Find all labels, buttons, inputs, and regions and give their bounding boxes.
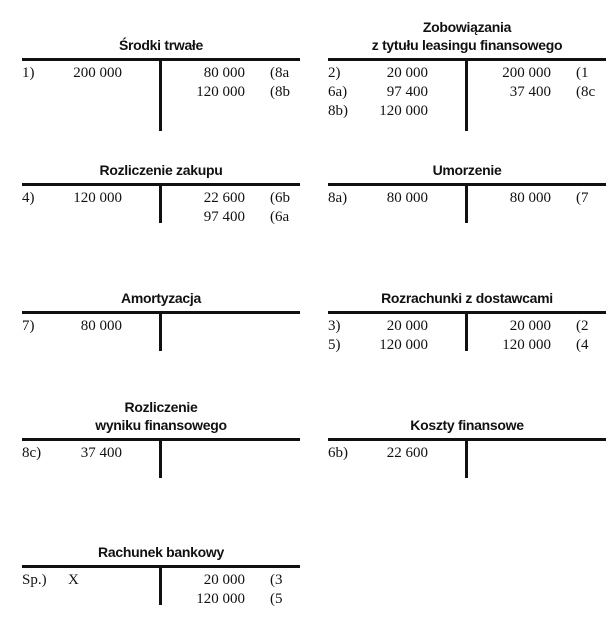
account-title-line: Rozliczenie zakupu: [99, 162, 223, 178]
entry-ref: 1): [22, 65, 35, 81]
entry-amount: 200 000: [502, 65, 551, 81]
entry-amount: 80 000: [386, 190, 428, 206]
entry-amount: 120 000: [379, 337, 428, 353]
entry-ref: (8b: [270, 84, 290, 100]
vertical-rule: [159, 311, 162, 351]
entry-amount: 200 000: [73, 65, 122, 81]
entry-amount: 97 400: [386, 84, 428, 100]
entry-ref: Sp.): [22, 572, 47, 588]
entry-amount: 20 000: [509, 318, 551, 334]
vertical-rule: [159, 438, 162, 478]
entry-ref: 8a): [328, 190, 348, 206]
entry-ref: (2: [576, 318, 589, 334]
vertical-rule: [465, 58, 468, 131]
vertical-rule: [159, 565, 162, 605]
entry-amount: 20 000: [386, 65, 428, 81]
entry-amount: 22 600: [386, 445, 428, 461]
entry-ref: (6a: [270, 209, 290, 225]
entry-amount: 22 600: [203, 190, 245, 206]
entry-ref: 3): [328, 318, 341, 334]
entry-ref: 5): [328, 337, 341, 353]
entry-ref: 4): [22, 190, 35, 206]
entry-amount: 37 400: [509, 84, 551, 100]
vertical-rule: [159, 183, 162, 223]
account-title-line: Rozliczenie: [124, 399, 198, 415]
entry-ref: 2): [328, 65, 341, 81]
vertical-rule: [465, 183, 468, 223]
entry-amount: 120 000: [379, 103, 428, 119]
entry-ref: 8c): [22, 445, 42, 461]
entry-ref: 6a): [328, 84, 348, 100]
entry-ref: (7: [576, 190, 589, 206]
entry-ref: (1: [576, 65, 589, 81]
account-title-line: Rachunek bankowy: [98, 544, 224, 560]
entry-amount: 97 400: [203, 209, 245, 225]
account-title-line: Umorzenie: [432, 162, 502, 178]
account-title: [22, 161, 300, 179]
entry-ref: (8a: [270, 65, 290, 81]
entry-ref: (8c: [576, 84, 596, 100]
account-title-line: Zobowiązania: [422, 19, 512, 35]
entry-ref: 6b): [328, 445, 348, 461]
vertical-rule: [465, 311, 468, 351]
entry-amount: 80 000: [509, 190, 551, 206]
vertical-rule: [159, 58, 162, 131]
account-title: [328, 18, 606, 54]
entry-amount: 20 000: [203, 572, 245, 588]
entry-ref: 8b): [328, 103, 348, 119]
entry-amount: 120 000: [502, 337, 551, 353]
entry-ref: (6b: [270, 190, 290, 206]
account-title-line: Środki trwałe: [118, 37, 204, 53]
account-title: [22, 398, 300, 434]
entry-amount: 80 000: [203, 65, 245, 81]
account-title-line: Amortyzacja: [121, 290, 201, 306]
entry-ref: 7): [22, 318, 35, 334]
entry-amount: 120 000: [73, 190, 122, 206]
account-title: [22, 543, 300, 561]
account-title-line: Rozrachunki z dostawcami: [381, 290, 553, 306]
account-title: [328, 289, 606, 307]
account-title: [328, 161, 606, 179]
account-title-line: wyniku finansowego: [95, 417, 227, 433]
entry-ref: (3: [270, 572, 283, 588]
account-title: [22, 289, 300, 307]
account-title: [22, 36, 300, 54]
entry-amount: X: [68, 572, 79, 588]
entry-amount: 37 400: [80, 445, 122, 461]
entry-amount: 20 000: [386, 318, 428, 334]
entry-ref: (4: [576, 337, 589, 353]
entry-amount: 120 000: [196, 84, 245, 100]
entry-ref: (5: [270, 591, 283, 607]
entry-amount: 120 000: [196, 591, 245, 607]
vertical-rule: [465, 438, 468, 478]
account-title: [328, 416, 606, 434]
account-title-line: z tytułu leasingu finansowego: [371, 37, 563, 53]
entry-amount: 80 000: [80, 318, 122, 334]
account-title-line: Koszty finansowe: [410, 417, 524, 433]
